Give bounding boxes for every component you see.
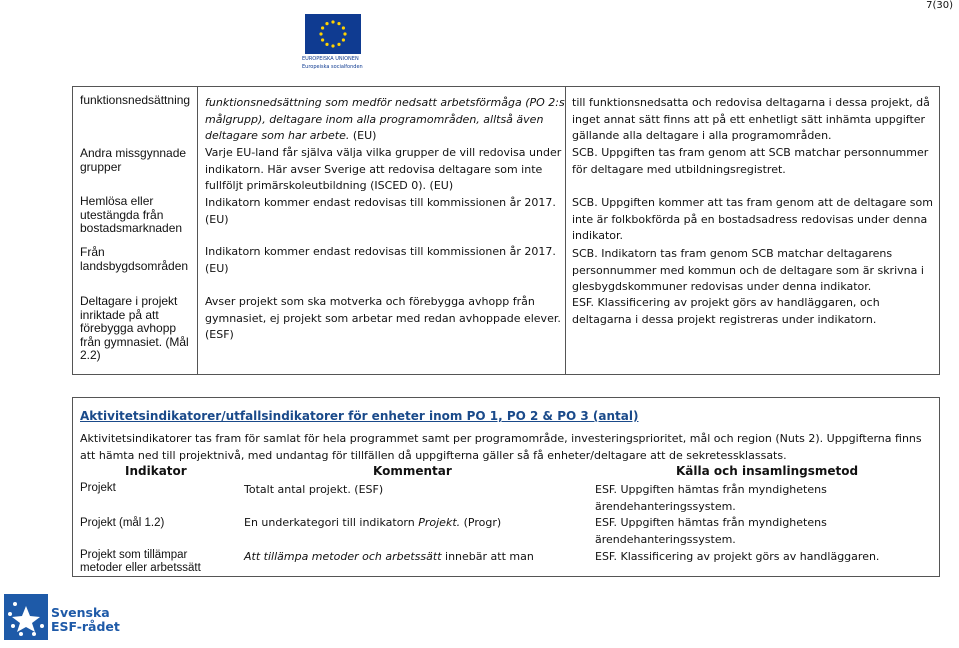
header-kommentar: Kommentar xyxy=(373,464,452,478)
section-title: Aktivitetsindikatorer/utfallsindikatorer för enheter inom PO 1, PO 2 & PO 3 (antal) xyxy=(80,409,639,423)
row3-indikator: Projekt som tillämpar metoder eller arbetssätt xyxy=(80,549,201,574)
row2-kommentar xyxy=(244,515,584,532)
esf-logo-line2: ESF-rådet xyxy=(51,619,120,634)
header-indikator: Indikator xyxy=(125,464,187,478)
source-3: SCB. Uppgiften kommer att tas fram genom att de deltagare som inte är folkbokförda på en bostadsadress redovisas under denna indikator. xyxy=(572,196,933,242)
header-kalla: Källa och insamlingsmetod xyxy=(676,464,859,478)
eu-logo-line2: Europeiska socialfonden xyxy=(302,64,363,70)
esf-star-icon xyxy=(4,594,48,640)
definition-3: Indikatorn kommer endast redovisas till kommissionen år 2017. (EU) xyxy=(205,196,556,226)
row2-kommentar-post: (Progr) xyxy=(460,516,502,529)
section-description: Aktivitetsindikatorer tas fram för samlat för hela programmet samt per programområde, investeringsprioritet, mål och region (Nuts 2). Uppgifterna finns att hämta ned till projektnivå, med undantag för tillfällen då uppgifterna gäller så få enheter/deltagare att de sekretessklassats. xyxy=(80,432,922,462)
row2-kommentar-pre: En underkategori till indikatorn xyxy=(244,516,419,529)
source-5: ESF. Klassificering av projekt görs av handläggaren, och deltagarna i dessa projekt registreras under indikatorn. xyxy=(572,296,880,326)
label-hemlosa: Hemlösa eller utestängda från bostadsmarknaden xyxy=(80,194,183,235)
definition-1 xyxy=(205,95,565,145)
definition-5: Avser projekt som ska motverka och förebygga avhopp från gymnasiet, ej projekt som arbetar med redan avhoppade elever. (ESF) xyxy=(205,295,561,341)
row2-kommentar-italic: Projekt. xyxy=(418,516,461,529)
label-column xyxy=(73,87,198,374)
source-4: SCB. Indikatorn tas fram genom SCB matchar deltagarens personnummer med kommun och de deltagare som är skrivna i glesbygdskommuner redovisas under denna indikator. xyxy=(572,247,924,293)
row1-kalla: ESF. Uppgiften hämtas från myndighetens ärendehanteringssystem. xyxy=(595,483,827,513)
source-column xyxy=(566,87,939,374)
definition-4: Indikatorn kommer endast redovisas till kommissionen år 2017. (EU) xyxy=(205,245,556,275)
definition-1-italic: funktionsnedsättning som medför nedsatt arbetsförmåga (PO 2:s målgrupp), deltagare inom alla programområden, alltså även deltagare som har arbete. xyxy=(205,96,565,142)
eu-logo-line1: EUROPEISKA UNIONEN xyxy=(302,56,359,62)
row3-kalla: ESF. Klassificering av projekt görs av handläggaren. xyxy=(595,550,880,563)
source-1: till funktionsnedsatta och redovisa deltagarna i dessa projekt, då inget annat sätt finns att på ett enhetligt sätt inhämta uppgifter gällande alla deltagare i alla programområden. xyxy=(572,96,930,142)
label-avhopp-gymnasiet: Deltagare i projekt inriktade på att förebygga avhopp från gymnasiet. (Mål 2.2) xyxy=(80,294,189,362)
row1-kommentar: Totalt antal projekt. (ESF) xyxy=(244,483,384,496)
esf-logo-text xyxy=(51,606,120,634)
page-number: 7(30) xyxy=(926,0,953,11)
row2-indikator: Projekt (mål 1.2) xyxy=(80,517,165,529)
eu-flag-icon xyxy=(305,14,361,54)
definition-1-tail: (EU) xyxy=(349,129,377,142)
definition-2: Varje EU-land får själva välja vilka grupper de vill redovisa under indikatorn. Här avser Sverige att redovisa deltagare som inte fullföljt primärskoleutbildning (ISCED 0). (EU) xyxy=(205,146,562,192)
label-andra-missgynnade: Andra missgynnade grupper xyxy=(80,146,187,174)
definition-column xyxy=(198,87,566,374)
indicator-definition-table xyxy=(72,86,940,375)
row3-kommentar xyxy=(244,549,584,566)
eu-logo xyxy=(300,14,366,70)
activity-indicator-table xyxy=(72,397,940,577)
label-landsbygd: Från landsbygdsområden xyxy=(80,245,189,273)
label-funktionsnedsattning: funktionsnedsättning xyxy=(80,93,191,107)
row2-kalla: ESF. Uppgiften hämtas från myndighetens ärendehanteringssystem. xyxy=(595,516,827,546)
row1-indikator: Projekt xyxy=(80,482,116,494)
source-2: SCB. Uppgiften tas fram genom att SCB matchar personnummer för deltagare med utbildningsregistret. xyxy=(572,146,929,176)
row3-kommentar-italic: Att tillämpa metoder och arbetssätt xyxy=(244,550,442,563)
row3-kommentar-post: innebär att man xyxy=(441,550,534,563)
esf-logo-line1: Svenska xyxy=(51,605,110,620)
esf-logo xyxy=(0,584,120,648)
